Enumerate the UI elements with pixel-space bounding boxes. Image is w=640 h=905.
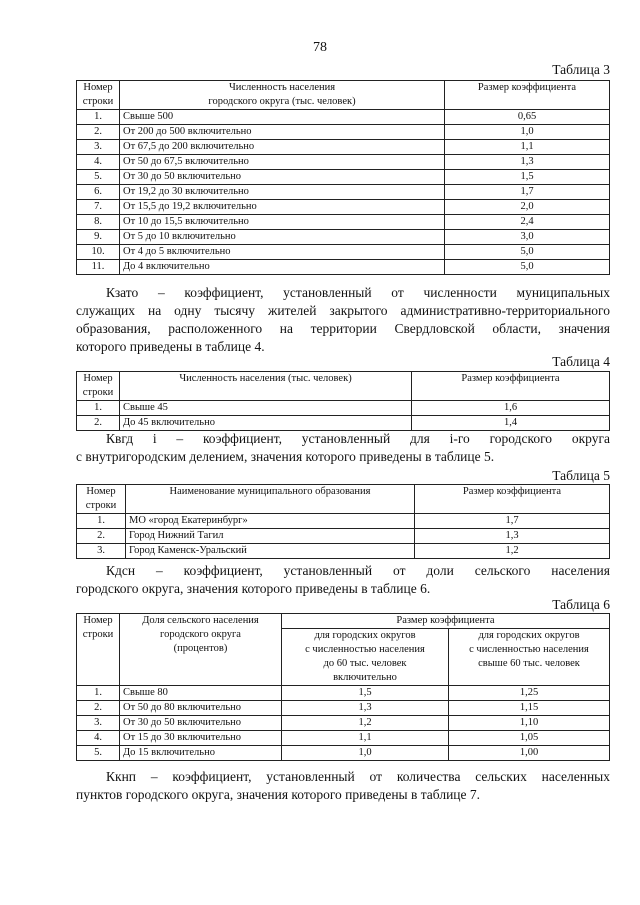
row-label: От 4 до 5 включительно (120, 245, 445, 260)
row-value: 1,0 (445, 125, 610, 140)
row-number: 2. (77, 529, 126, 544)
table4 (76, 371, 610, 431)
row-label: От 50 до 80 включительно (120, 701, 282, 716)
table-row (77, 230, 610, 245)
row-number: 5. (77, 746, 120, 761)
row-label: Свыше 80 (120, 686, 282, 701)
row-number: 11. (77, 260, 120, 275)
header-text: (процентов) (173, 643, 228, 654)
table-row (77, 544, 610, 559)
paragraph-kknp (76, 768, 610, 804)
table-row (77, 185, 610, 200)
row-number: 3. (77, 716, 120, 731)
table-row (77, 731, 610, 746)
header-coefficient: Размер коэффициента (282, 614, 610, 629)
table6 (76, 613, 610, 761)
row-label: МО «город Екатеринбург» (126, 514, 415, 529)
header-coefficient: Размер коэффициента (445, 81, 610, 110)
table-row (77, 215, 610, 230)
paragraph-line: образования, расположенного на территории Свердловской области, значения (76, 321, 610, 336)
header-text: для городских округов (478, 630, 580, 641)
row-number: 3. (77, 544, 126, 559)
header-text: Номер (83, 615, 113, 626)
table-row (77, 686, 610, 701)
row-number: 1. (77, 401, 120, 416)
table-row (77, 746, 610, 761)
row-label: От 19,2 до 30 включительно (120, 185, 445, 200)
header-population (120, 81, 445, 110)
paragraph-line: городского округа, значения которого приведены в таблице 6. (76, 581, 431, 596)
row-value-large: 1,00 (449, 746, 610, 761)
row-number: 2. (77, 416, 120, 431)
header-text: включительно (333, 672, 397, 683)
row-value-small: 1,2 (282, 716, 449, 731)
row-value: 5,0 (445, 260, 610, 275)
header-coefficient: Размер коэффициента (412, 372, 610, 401)
table-row (77, 155, 610, 170)
row-label: До 4 включительно (120, 260, 445, 275)
table-row (77, 514, 610, 529)
paragraph-line: служащих на одну тысячу жителей закрытого административно-территориального (76, 303, 610, 318)
row-number: 4. (77, 731, 120, 746)
row-number: 1. (77, 514, 126, 529)
table-row (77, 701, 610, 716)
paragraph-line: Квгд i – коэффициент, установленный для i-го городского округа (106, 431, 610, 446)
row-number: 8. (77, 215, 120, 230)
row-label: От 30 до 50 включительно (120, 170, 445, 185)
table-row (77, 416, 610, 431)
row-value: 2,0 (445, 200, 610, 215)
table-row (77, 140, 610, 155)
table-row (77, 170, 610, 185)
table-row (77, 401, 610, 416)
header-municipality: Наименование муниципального образования (126, 485, 415, 514)
row-value: 5,0 (445, 245, 610, 260)
header-text: Доля сельского населения (142, 615, 259, 626)
header-text: городского округа (тыс. человек) (208, 96, 356, 107)
table4-caption: Таблица 4 (552, 354, 610, 369)
paragraph-line: с внутригородским делением, значения которого приведены в таблице 5. (76, 449, 495, 464)
row-value: 1,7 (415, 514, 610, 529)
table-row (77, 110, 610, 125)
row-value: 1,3 (445, 155, 610, 170)
header-large-cities (449, 629, 610, 686)
row-number: 9. (77, 230, 120, 245)
table-row (77, 200, 610, 215)
row-label: От 50 до 67,5 включительно (120, 155, 445, 170)
row-label: Город Каменск-Уральский (126, 544, 415, 559)
row-value-large: 1,05 (449, 731, 610, 746)
header-text: строки (82, 629, 114, 640)
header-text: городского округа (160, 629, 241, 640)
table3-header (77, 81, 610, 110)
row-number: 5. (77, 170, 120, 185)
header-text: для городских округов (314, 630, 416, 641)
row-label: Свыше 500 (120, 110, 445, 125)
table-row (77, 245, 610, 260)
paragraph-kvgd (76, 430, 610, 466)
row-number: 7. (77, 200, 120, 215)
table-row (77, 125, 610, 140)
table5 (76, 484, 610, 559)
row-value-small: 1,0 (282, 746, 449, 761)
paragraph-line: Кдсн – коэффициент, установленный от доли сельского населения (106, 563, 610, 578)
paragraph-line: Кзато – коэффициент, установленный от численности муниципальных (106, 285, 610, 300)
header-small-cities (282, 629, 449, 686)
row-label: От 15 до 30 включительно (120, 731, 282, 746)
row-value: 1,6 (412, 401, 610, 416)
header-text: Номер (83, 82, 113, 93)
table3-caption: Таблица 3 (552, 62, 610, 77)
header-text: Номер (83, 373, 113, 384)
header-row-number (77, 485, 126, 514)
header-text: до 60 тыс. человек (323, 658, 407, 669)
header-population: Численность населения (тыс. человек) (120, 372, 412, 401)
row-value: 1,3 (415, 529, 610, 544)
row-number: 4. (77, 155, 120, 170)
row-value: 1,1 (445, 140, 610, 155)
table6-caption: Таблица 6 (552, 597, 610, 612)
table-row (77, 529, 610, 544)
header-coefficient: Размер коэффициента (415, 485, 610, 514)
row-number: 2. (77, 701, 120, 716)
paragraph-line: Ккнп – коэффициент, установленный от количества сельских населенных (106, 769, 610, 784)
row-value-large: 1,15 (449, 701, 610, 716)
row-value: 1,5 (445, 170, 610, 185)
header-text: с численностью населения (305, 644, 425, 655)
paragraph-kzato (76, 284, 610, 356)
row-label: От 5 до 10 включительно (120, 230, 445, 245)
row-number: 6. (77, 185, 120, 200)
table5-header (77, 485, 610, 514)
row-label: От 67,5 до 200 включительно (120, 140, 445, 155)
header-text: с численностью населения (469, 644, 589, 655)
row-label: От 30 до 50 включительно (120, 716, 282, 731)
row-label: От 200 до 500 включительно (120, 125, 445, 140)
row-value: 2,4 (445, 215, 610, 230)
row-number: 2. (77, 125, 120, 140)
header-rural-share (120, 614, 282, 686)
page-number: 78 (313, 40, 327, 55)
table3 (76, 80, 610, 275)
row-value: 1,2 (415, 544, 610, 559)
header-text: строки (82, 387, 114, 398)
row-number: 10. (77, 245, 120, 260)
table6-header (77, 614, 610, 629)
row-label: Город Нижний Тагил (126, 529, 415, 544)
table-row (77, 260, 610, 275)
row-number: 1. (77, 110, 120, 125)
row-number: 1. (77, 686, 120, 701)
table4-header (77, 372, 610, 401)
header-row-number (77, 372, 120, 401)
row-label: От 15,5 до 19,2 включительно (120, 200, 445, 215)
header-text: Численность населения (228, 82, 336, 93)
paragraph-kdsn (76, 562, 610, 598)
row-label: До 15 включительно (120, 746, 282, 761)
row-label: До 45 включительно (120, 416, 412, 431)
row-value-small: 1,1 (282, 731, 449, 746)
row-value-small: 1,5 (282, 686, 449, 701)
table5-caption: Таблица 5 (552, 468, 610, 483)
header-row-number (77, 81, 120, 110)
row-value-large: 1,25 (449, 686, 610, 701)
row-label: От 10 до 15,5 включительно (120, 215, 445, 230)
header-text: свыше 60 тыс. человек (478, 658, 580, 669)
row-value: 0,65 (445, 110, 610, 125)
row-value: 1,4 (412, 416, 610, 431)
header-text: строки (85, 500, 117, 511)
paragraph-line: пунктов городского округа, значения которого приведены в таблице 7. (76, 787, 481, 802)
row-value-small: 1,3 (282, 701, 449, 716)
row-value: 1,7 (445, 185, 610, 200)
table-row (77, 716, 610, 731)
row-label: Свыше 45 (120, 401, 412, 416)
header-text: строки (82, 96, 114, 107)
row-value-large: 1,10 (449, 716, 610, 731)
header-text: Номер (86, 486, 116, 497)
paragraph-line: которого приведены в таблице 4. (76, 339, 265, 354)
header-row-number (77, 614, 120, 686)
row-value: 3,0 (445, 230, 610, 245)
row-number: 3. (77, 140, 120, 155)
